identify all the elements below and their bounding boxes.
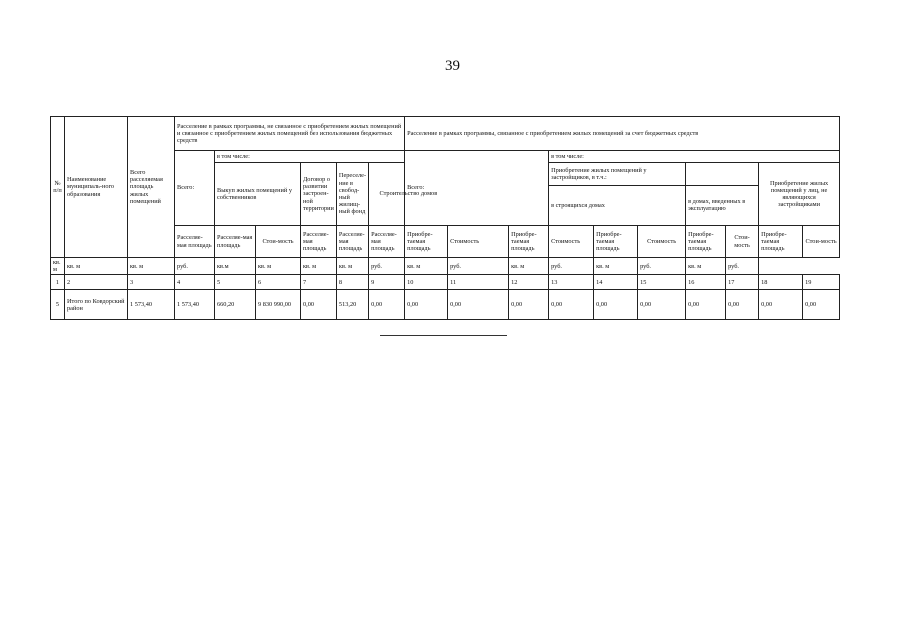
col-number: 4 [175,275,215,290]
row-value: 0,00 [759,290,803,320]
sub-b-acq-area: Приобре-таемая площадь [405,226,448,258]
col-number: 11 [448,275,509,290]
sub-buyout-area: Расселяе-мая площадь [215,226,256,258]
sub-a-area: Расселяе-мая площадь [175,226,215,258]
row-value: 0,00 [509,290,549,320]
header-total-area: Всего расселяемая площадь жилых помещений [128,117,175,258]
sub-free-area: Расселяе-мая площадь [336,226,368,258]
closing-rule [380,335,507,336]
header-in-operation-group [686,163,759,226]
col-number: 13 [549,275,594,290]
unit-cell: руб. [448,258,509,275]
header-acq-developers: Приобретение жилых помещений у застройщиков, в т.ч.: [549,163,685,185]
col-number: 6 [256,275,301,290]
col-number: 17 [726,275,759,290]
row-value: 0,00 [686,290,726,320]
col-number: 7 [301,275,337,290]
sub-b-area: Расселяе-мая площадь [369,226,405,258]
sub-nd-cost: Стои-мость [803,226,840,258]
sub-uc-area: Приобре-таемая площадь [594,226,638,258]
col-number: 9 [369,275,405,290]
col-number: 14 [594,275,638,290]
row-value: 0,00 [726,290,759,320]
header-group-non-budget: Расселение в рамках программы, не связанное с приобретением жилых помещений и связанное с приобретением жилых помещений без использования бюджетных средств [175,117,405,151]
sub-op-cost: Стои-мость [726,226,759,258]
header-including-a: в том числе: [215,151,405,163]
row-value: 1 573,40 [175,290,215,320]
unit-cell: кв. м [405,258,448,275]
sub-b-cost: Стоимость [448,226,509,258]
row-value: 0,00 [448,290,509,320]
col-number: 15 [638,275,686,290]
col-number: 1 [51,275,65,290]
unit-cell: кв. м [336,258,368,275]
header-acq-developers-group [549,163,686,226]
row-value: 9 830 990,00 [256,290,301,320]
unit-cell: кв. м [128,258,175,275]
unit-cell: кв. м [256,258,301,275]
header-total-a: Всего: [175,151,215,226]
sub-constr-cost: Стоимость [549,226,594,258]
row-number: 5 [51,290,65,320]
unit-cell: кв. м [509,258,549,275]
col-number: 8 [336,275,368,290]
header-group-budget: Расселение в рамках программы, связанное с приобретением жилых помещений за счет бюджетных средств [405,117,840,151]
unit-cell: кв. м [686,258,726,275]
sub-nd-area: Приобре-таемая площадь [759,226,803,258]
unit-cell: кв. м [51,258,65,275]
unit-cell: руб. [638,258,686,275]
row-value: 0,00 [803,290,840,320]
row-value: 0,00 [405,290,448,320]
col-number: 5 [215,275,256,290]
resettlement-table [50,116,840,320]
col-number: 10 [405,275,448,290]
header-in-operation: в домах, введенных в эксплуатацию [688,198,746,213]
header-including-b: в том числе: [549,151,840,163]
header-total-b: Всего: [405,151,549,226]
unit-cell: кв. м [594,258,638,275]
row-value: 660,20 [215,290,256,320]
header-agreement: Договор о развитии застроен-ной территории [301,163,337,226]
header-buyout: Выкуп жилых помещений у собственников [215,163,301,226]
unit-cell: руб. [175,258,215,275]
col-number: 2 [65,275,128,290]
sub-uc-cost: Стоимость [638,226,686,258]
col-number: 12 [509,275,549,290]
row-value: 0,00 [369,290,405,320]
row-value: 0,00 [638,290,686,320]
col-number: 19 [803,275,840,290]
header-under-construction: в строящихся домах [551,201,605,209]
row-municipality: Итого по Ковдорский район [65,290,128,320]
page-number: 39 [445,58,460,74]
unit-cell: руб. [726,258,759,275]
row-value: 0,00 [594,290,638,320]
col-number: 3 [128,275,175,290]
unit-cell: кв.м [215,258,256,275]
row-value: 0,00 [301,290,337,320]
sub-buyout-cost: Стои-мость [256,226,301,258]
sub-agreement-area: Расселяе-мая площадь [301,226,337,258]
row-value: 513,20 [336,290,368,320]
header-free-housing: Переселе-ние в свобод-ный жилищ-ный фонд [336,163,368,226]
header-municipality: Наименование муниципаль-ного образования [65,117,128,258]
unit-cell: руб. [369,258,405,275]
header-acq-non-developers: Приобретение жилых помещений у лиц, не являющихся застройщиками [759,163,840,226]
unit-cell: кв. м [65,258,128,275]
row-value: 0,00 [549,290,594,320]
header-no: № п/п [51,117,65,258]
sub-op-area: Приобре-таемая площадь [686,226,726,258]
sub-constr-area: Приобре-таемая площадь [509,226,549,258]
header-in-operation-left [617,185,685,225]
row-value: 1 573,40 [128,290,175,320]
table-row [51,290,840,320]
unit-cell: руб. [549,258,594,275]
header-construction: Строительство домов [369,163,448,226]
col-number: 18 [759,275,803,290]
unit-cell: кв. м [301,258,337,275]
col-number: 16 [686,275,726,290]
